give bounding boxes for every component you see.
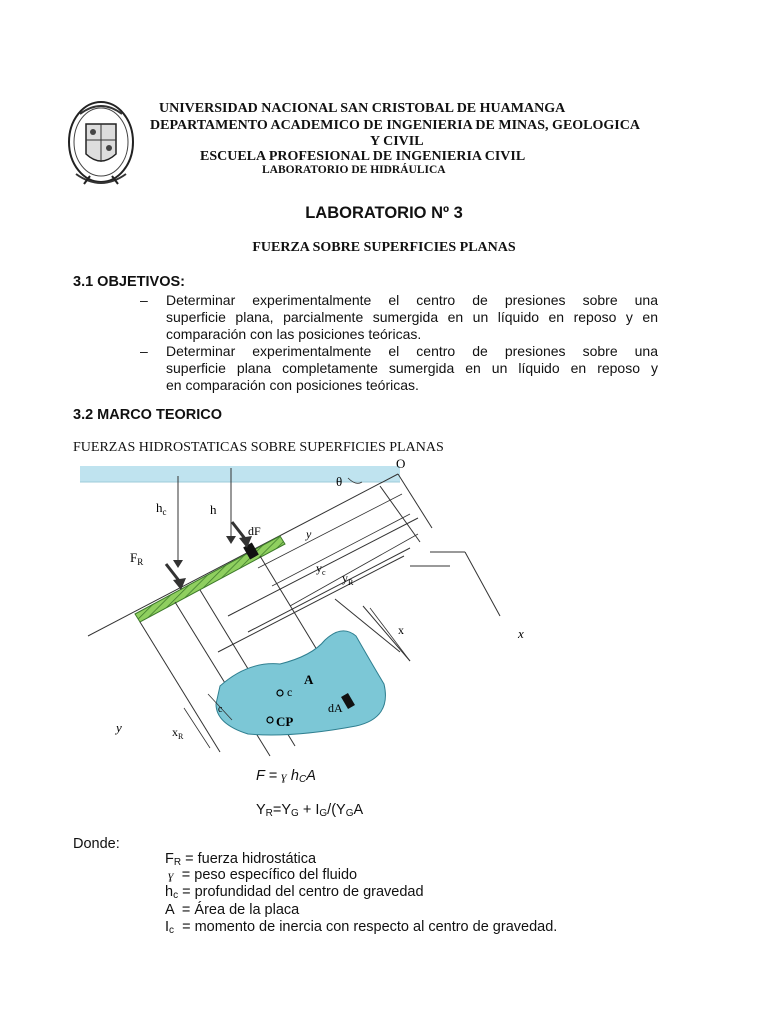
def-text: = peso específico del fluido [173, 867, 358, 883]
def-sub: R [173, 857, 182, 868]
def-symbol: A [165, 902, 174, 918]
objective-item-2 [166, 343, 658, 394]
objective-2-line-3: en comparación con posiciones teóricas. [166, 377, 419, 393]
yr-label: $y_R$ [342, 571, 354, 587]
x-measure-label: x [398, 623, 404, 637]
def-symbol: h [165, 884, 174, 900]
area-label: A [304, 672, 314, 687]
def-text: = fuerza hidrostática [181, 851, 317, 867]
donde-label: Donde: [73, 836, 120, 852]
f1-part-b: h [290, 768, 299, 784]
objectives-heading: 3.1 OBJETIVOS: [73, 274, 186, 290]
yc-label: $y_c$ [316, 561, 326, 577]
f2-part-e: A [353, 802, 364, 818]
objective-dash-1: – [140, 292, 148, 308]
def-text: = Área de la placa [173, 902, 300, 918]
f1-part-c: A [306, 768, 316, 784]
objective-dash-2: – [140, 343, 148, 359]
f1-part-a: F = [256, 768, 278, 784]
lab-name: LABORATORIO DE HIDRÁULICA [262, 164, 446, 176]
submerged-plate [216, 631, 385, 735]
center-pressure-formula [256, 802, 363, 819]
university-seal [66, 96, 136, 194]
department-line-1: DEPARTAMENTO ACADEMICO DE INGENIERIA DE MINAS, GEOLOGICA [150, 118, 640, 133]
force-formula [256, 768, 316, 785]
f2-part-b: =Y [272, 802, 292, 818]
definition-ic [165, 919, 557, 936]
f2-sub-3: G [319, 808, 328, 819]
water-surface [80, 466, 400, 482]
university-name: UNIVERSIDAD NACIONAL SAN CRISTOBAL DE HUAMANGA [159, 101, 566, 116]
theta-label: θ [336, 474, 343, 489]
objective-item-1 [166, 292, 658, 343]
def-symbol: I [165, 919, 170, 935]
objective-1-line-1: Determinar experimentalmente el centro de presiones sobre una [166, 292, 658, 308]
definition-area [165, 902, 299, 918]
school-name: ESCUELA PROFESIONAL DE INGENIERIA CIVIL [200, 149, 526, 164]
definition-hc [165, 884, 424, 901]
xc-label: c [218, 704, 223, 715]
origin-label: O [396, 456, 406, 471]
f2-part-c: + I [298, 802, 320, 818]
pressure-strip [135, 536, 285, 622]
objective-1-line-2: superficie plana, parcialmente sumergida en un líquido en reposo y en [166, 309, 658, 325]
marco-subheading: FUERZAS HIDROSTATICAS SOBRE SUPERFICIES PLANAS [73, 440, 444, 455]
cp-label: CP [276, 714, 294, 729]
f2-part-a: Y [256, 802, 266, 818]
f2-sub-1: R [265, 808, 273, 819]
def-text: = momento de inercia con respecto al centro de gravedad. [174, 919, 558, 935]
department-line-2: Y CIVIL [370, 134, 424, 149]
f2-sub-4: G [345, 808, 354, 819]
y-label: y [306, 527, 312, 541]
c-label: c [287, 685, 293, 699]
xr-label: $x_R$ [172, 725, 184, 741]
y-axis-label: y [116, 720, 122, 735]
def-symbol: ɣ [168, 868, 174, 882]
f1-sub: C [298, 774, 307, 785]
objective-1-line-3: comparación con las posiciones teóricas. [166, 326, 422, 342]
hc-label: $h_c$ [156, 500, 167, 517]
def-sub: c [169, 925, 175, 936]
marco-heading: 3.2 MARCO TEORICO [73, 407, 223, 423]
f2-sub-2: G [291, 808, 299, 819]
da-label: dA [328, 701, 343, 715]
def-sub: c [173, 890, 179, 901]
definition-fr [165, 851, 316, 868]
objective-2-line-1: Determinar experimentalmente el centro de presiones sobre una [166, 343, 658, 359]
def-text: = profundidad del centro de gravedad [178, 884, 424, 900]
hydrostatic-diagram [80, 456, 540, 761]
x-axis-label: x [518, 626, 524, 641]
df-label: dF [248, 524, 261, 538]
definition-gamma [165, 867, 357, 883]
f1-gamma: ɣ [281, 769, 287, 783]
fr-label: $F_R$ [130, 550, 144, 567]
def-symbol: F [165, 851, 174, 867]
objective-2-line-2: superficie plana completamente sumergida en un líquido en reposo y [166, 360, 658, 376]
lab-subtitle: FUERZA SOBRE SUPERFICIES PLANAS [252, 240, 516, 255]
lab-title: LABORATORIO Nº 3 [305, 204, 463, 222]
h-label: h [210, 502, 217, 517]
f2-part-d: /(Y [327, 802, 346, 818]
